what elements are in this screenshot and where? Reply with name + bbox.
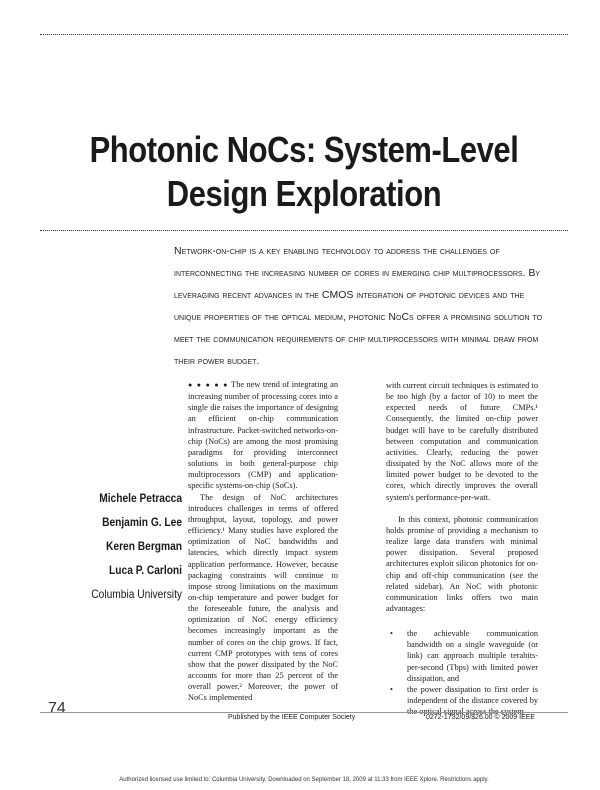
publisher-line: Published by the IEEE Computer Society [228,714,356,721]
author-block [78,486,182,606]
body-text: The new trend of integrating an increasing number of processing cores into a single die raises the importance of designing an efficient on-chip communication infrastructure. Packet-switched networks-on-chip (NoCs) are among the most promising paradigms for providing interconnect solutions in both general-purpose chip multiprocessors (CMP) and application-specific systems-on-chip (SoCs). [188,380,339,491]
page-number: 74 [48,700,66,717]
body-paragraph [188,379,338,492]
top-dotted-rule [40,34,568,35]
abstract: Network-on-chip is a key enabling technology to address the challenges of interconnecting the increasing number of cores in emerging chip multiprocessors. By leveraging recent advances in the CMOS integration of photonic devices and the unique properties of the optical medium, photonic NoCs offer a promising solution to meet the communication requirements of chip multiprocessors with minimal draw from their power budget. [174,245,543,367]
body-column-2 [386,380,538,717]
title-line-1: Photonic NoCs: System-Level [89,129,519,170]
author-name: Michele Petracca [99,491,182,505]
license-notice: Authorized licensed use limited to: Columbia University. Downloaded on September 18, 2009 at 11:33 from IEEE Xplore. Restrictions apply. [119,777,489,783]
body-paragraph: The design of NoC architectures introduces challenges in terms of offered throughput, layout, topology, and power efficiency.¹ Many studies have explored the optimization of NoC bandwidths and latencies, which directly impact system application performance. However, because packaging constraints will continue to impose strong limitations on the maximum on-chip temperature and power budget for the foreseeable future, the analysis and optimization of NoC energy efficiency becomes increasingly important as the number of cores on the chip grows. If fact, current CMP prototypes with tens of cores show that the power dissipated by the NoC accounts for more than 25 percent of the overall power.² Moreover, the power of NoCs implemented [188,492,338,703]
body-column-1 [188,379,338,704]
author-name: Luca P. Carloni [109,563,182,577]
article-title [77,128,531,216]
section-dots: ● ● ● ● ● [188,381,229,389]
body-paragraph: with current circuit techniques is estimated to be too high (by a factor of 10) to meet the expected needs of future CMPs.¹ Consequently, the limited on-chip power budget will have to be carefully distributed between computation and communication activities. Clearly, reducing the power dissipated by the NoC allows more of the limited power budget to be devoted to the cores, which directly improves the overall system's performance-per-watt. [386,381,538,502]
title-line-2: Design Exploration [166,173,442,214]
body-paragraph: In this context, photonic communication holds promise of providing a mechanism to realize large data transfers with minimal power dissipation. Several proposed architectures exploit silicon photonics for on-chip and off-chip communication (see the related sidebar). An NoC with photonic communication links offers two main advantages: [386,514,538,613]
issn-line: 0272-1732/09/$26.00 © 2009 IEEE [426,714,536,721]
bullet-list [386,628,538,717]
author-affiliation: Columbia University [91,587,182,601]
list-item: • the achievable communication bandwidth on a single waveguide (or link) can approach multiple terabits-per-second (Tbps) with limited power dissipation, and [386,628,538,684]
mid-dotted-rule [40,230,568,231]
footer-rule [40,712,568,713]
list-item: • the power dissipation to first order is independent of the distance covered by the optical signal across the system [386,684,538,717]
author-name: Keren Bergman [106,539,182,553]
author-name: Benjamin G. Lee [102,515,182,529]
